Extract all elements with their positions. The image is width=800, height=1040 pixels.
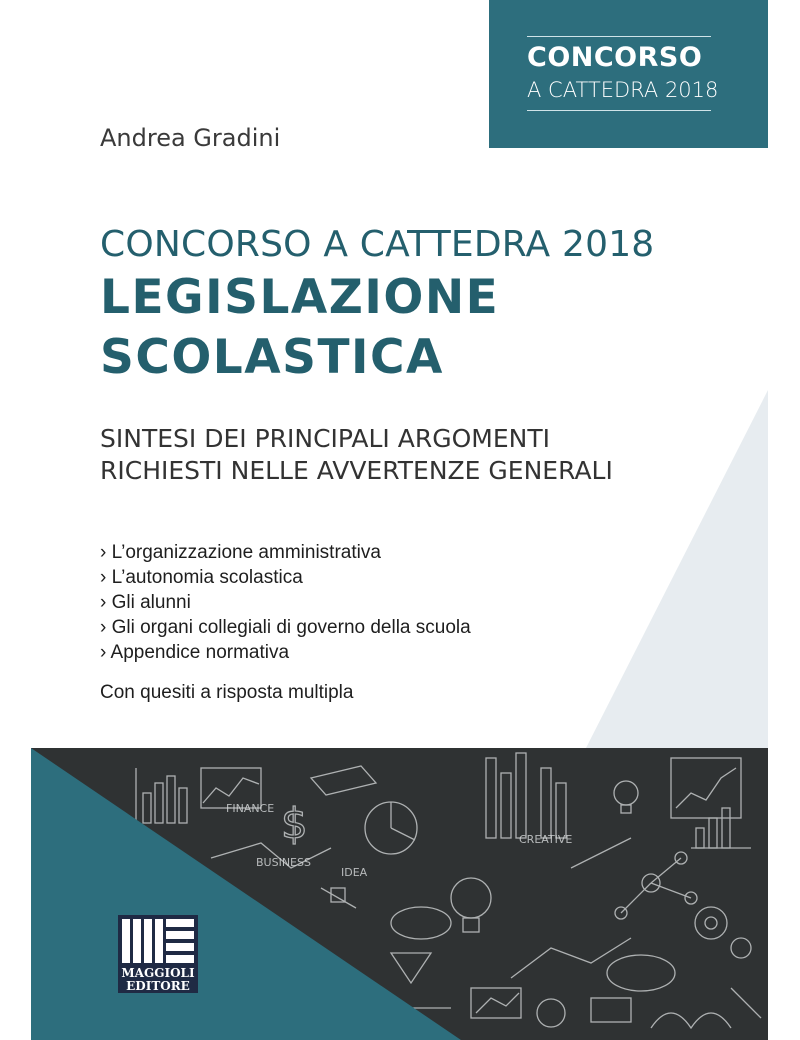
- illustration-label: IDEA: [341, 866, 368, 879]
- subtitle-line-1: SINTESI DEI PRINCIPALI ARGOMENTI: [100, 424, 550, 453]
- title-line-1: CONCORSO A CATTEDRA 2018: [100, 224, 655, 265]
- publisher-name-sub: EDITORE: [126, 979, 190, 993]
- badge-rule-top: [527, 36, 711, 37]
- chalkboard-illustration: [31, 748, 768, 1040]
- quiz-note: Con quesiti a risposta multipla: [100, 682, 354, 703]
- svg-text:$: $: [281, 799, 308, 848]
- author-name: Andrea Gradini: [100, 124, 281, 152]
- illustration-label: CREATIVE: [519, 833, 573, 846]
- topic-item: › Gli alunni: [100, 592, 191, 613]
- badge-title: CONCORSO: [527, 42, 703, 73]
- badge-rule-bottom: [527, 110, 711, 111]
- topic-item: › Appendice normativa: [100, 642, 290, 663]
- topic-item: › L’autonomia scolastica: [100, 567, 303, 588]
- title-line-2: LEGISLAZIONE: [100, 270, 500, 325]
- topic-item: › L’organizzazione amministrativa: [100, 542, 381, 563]
- illustration-label: BUSINESS: [256, 856, 311, 869]
- topic-list: [100, 540, 471, 665]
- subtitle-line-2: RICHIESTI NELLE AVVERTENZE GENERALI: [100, 456, 613, 485]
- title-line-3: SCOLASTICA: [100, 330, 444, 385]
- publisher-name: MAGGIOLI: [121, 966, 195, 980]
- series-badge: [489, 0, 768, 148]
- illustration-label: FINANCE: [226, 802, 275, 815]
- topic-item: › Gli organi collegiali di governo della scuola: [100, 617, 471, 638]
- book-cover: [31, 0, 768, 1040]
- badge-subtitle: A CATTEDRA 2018: [527, 78, 719, 102]
